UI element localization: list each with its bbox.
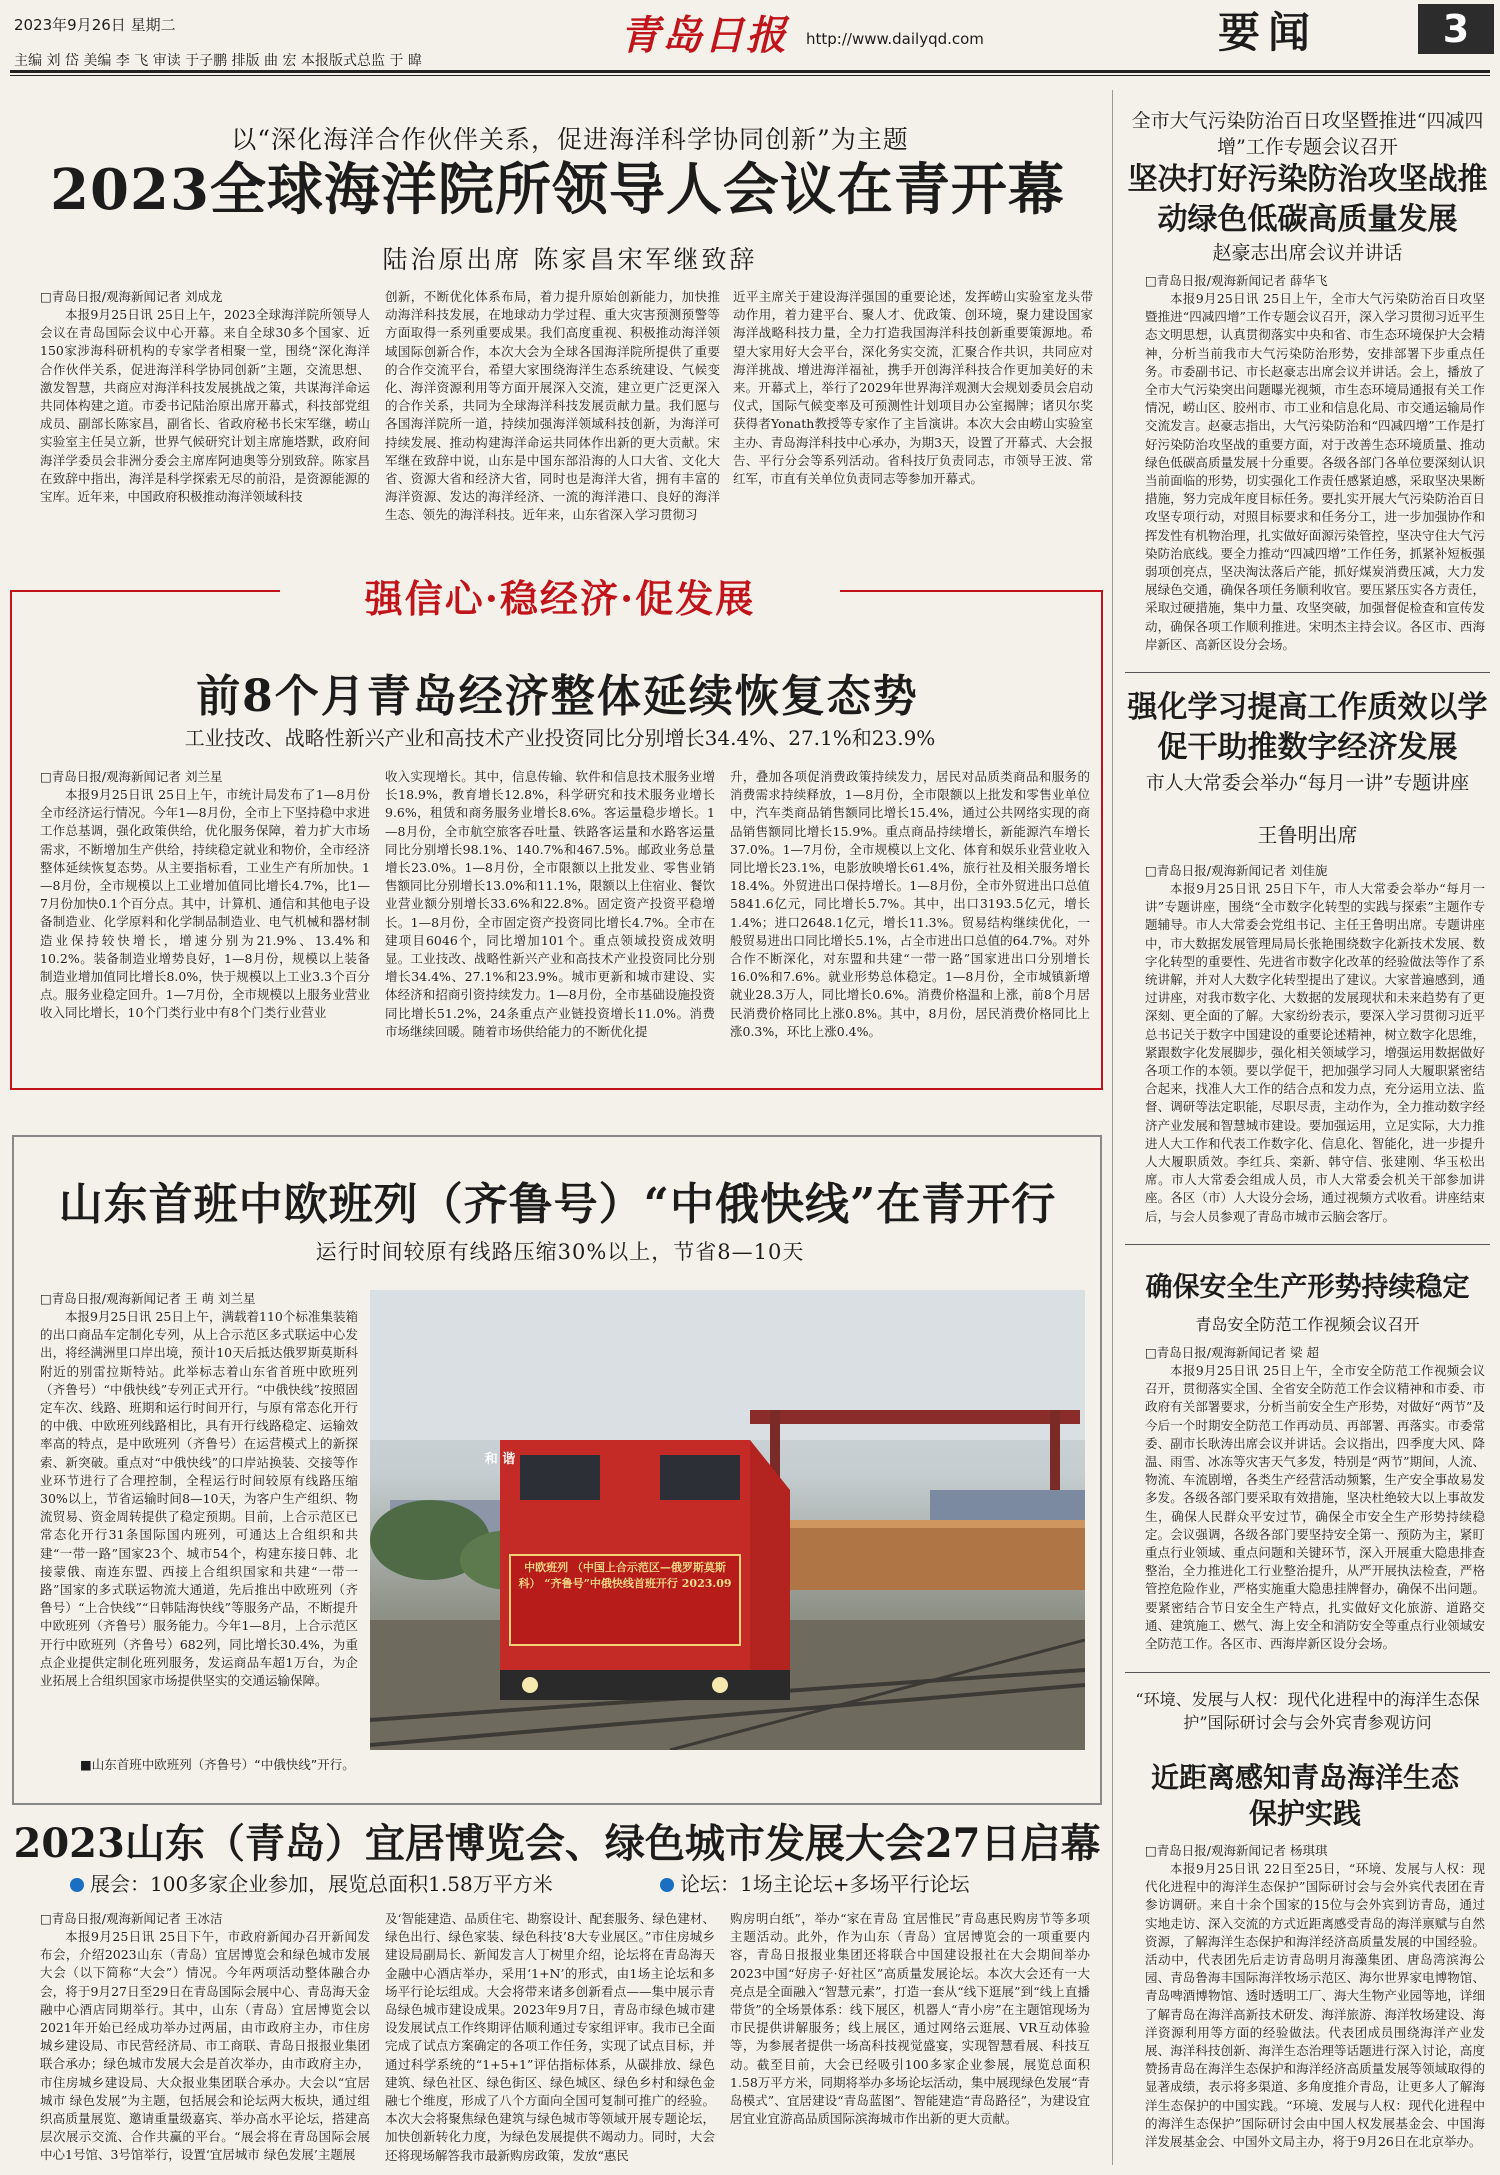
expo-bullet-1-text: 展会：100多家企业参加，展览总面积1.58万平方米 <box>90 1872 553 1896</box>
bullet-dot-icon <box>70 1878 84 1892</box>
economy-banner <box>280 570 840 628</box>
expo-column-1: 本报9月25日讯 25日下午，市政府新闻办召开新闻发布会，介绍2023山东（青岛）宜居博览会和绿色城市发展大会（以下简称“大会”）情况。今年两项活动整体融合办会，将于9月27日至29日在青岛国际会展中心、青岛海天金融中心酒店同期举行。其中，山东（青岛）宜居博览会以2021年开始已经成功举办过两届，由市政府主办，市住房城乡建设局、市民营经济局、市工商联、青岛日报报业集团联合承办；绿色城市发展大会是首次举办，由市政府主办，市住房城乡建设局、大众报业集团联合承办。大会以“宜居城市 绿色发展”为主题，包括展会和论坛两大板块，通过组织高质量展览、邀请重量级嘉宾、举办高水平论坛，搭建高层次展示交流、合作共赢的平台。“展会将在青岛国际会展中心1号馆、3号馆举行，设置‘宜居城市 绿色发展’主题展 <box>40 1929 370 2163</box>
bullet-dot-icon <box>660 1878 674 1892</box>
economy-byline: □青岛日报/观海新闻记者 刘兰星 <box>40 769 223 784</box>
side2-headline: 强化学习提高工作质效以学促干助推数字经济发展 <box>1127 690 1488 765</box>
train-photo-caption: ■山东首班中欧班列（齐鲁号）“中俄快线”开行。 <box>80 1757 355 1772</box>
side4-byline: □青岛日报/观海新闻记者 杨琪琪 <box>1145 1843 1328 1858</box>
side-divider-2 <box>1125 1244 1490 1245</box>
lead-column-2: 创新，不断优化体系布局，着力提升原始创新能力，加快推动海洋科技发展，在地球动力学过程、重大灾害预测预警等方面取得一系列重要成果。我们高度重视、积极推动海洋领域国际创新合作，本次大会为全球各国海洋院所提供了重要的合作交流平台，希望大家围绕海洋生态系统建设、气候变化、海洋资源利用等方面开展深入交流，建立更广泛更深入的合作关系，共同为全球海洋科技发展贡献力量。我们愿与各国海洋院所一道，持续加强海洋领域科技创新，为海洋可持续发展、推动构建海洋命运共同体作出新的更大贡献。宋军继在致辞中说，山东是中国东部沿海的人口大省、文化大省、资源大省和经济大省，同时也是海洋大省，拥有丰富的海洋资源、发达的海洋经济、一流的海洋港口、良好的海洋生态、领先的海洋科技。近年来，山东省深入学习贯彻习 <box>385 289 720 523</box>
section-title: 要闻 <box>1218 8 1319 57</box>
side2-body: 本报9月25日讯 25日下午，市人大常委会举办“每月一讲”专题讲座，围绕“全市数字化转型的实践与探索”主题作专题辅导。市人大常委会党组书记、主任王鲁明出席。专题讲座中，市大数据发展管理局局长张艳围绕数字化新技术发展、数字化转型的重要性、先进省市数字化改革的经验做法等作了系统讲解，并对人大数字化转型提出了建议。大家普遍感到，通过讲座，对我市数字化、大数据的发展现状和未来趋势有了更深刻、更全面的了解。大家纷纷表示，要深入学习贯彻习近平总书记关于数字中国建设的重要论述精神，树立数字化思维，紧跟数字化发展脚步，强化相关领域学习，增强运用数据做好各项工作的本领。要以学促干，把加强学习同人大履职紧密结合起来，找准人大工作的结合点和发力点，充分运用立法、监督、调研等法定职能，尽职尽责，主动作为，全力推动数字经济产业发展和智慧城市建设。要加强运用，立足实际，大力推进人大工作和代表工作数字化、信息化、智能化，进一步提升人大履职质效。李红兵、栾新、韩守信、张建刚、华玉松出席。市人大常委会组成人员，市人大常委会机关干部参加讲座。各区（市）人大设分会场，通过视频方式收看。讲座结束后，与会人员参观了青岛市城市云脑会客厅。 <box>1145 881 1485 1224</box>
expo-headline: 2023山东（青岛）宜居博览会、绿色城市发展大会27日启幕 <box>13 1820 1101 1867</box>
side-divider-3 <box>1125 1672 1490 1673</box>
masthead <box>0 0 1500 72</box>
side4-headline: 近距离感知青岛海洋生态保护实践 <box>1150 1761 1459 1830</box>
header-rule <box>10 70 1490 73</box>
side3-byline: □青岛日报/观海新闻记者 梁 超 <box>1145 1345 1319 1360</box>
side3-kicker: 青岛安全防范工作视频会议召开 <box>1195 1315 1420 1334</box>
page-number: 3 <box>1418 4 1494 54</box>
side-divider-1 <box>1125 672 1490 673</box>
side1-body: 本报9月25日讯 25日上午，全市大气污染防治百日攻坚暨推进“四减四增”工作专题会议召开，深入学习贯彻习近平生态文明思想，认真贯彻落实中央和省、市生态环境保护大会精神，分析当前我市大气污染防治形势，安排部署下步重点任务。市委副书记、市长赵豪志出席会议并讲话。会上，播放了全市大气污染突出问题曝光视频，市生态环境局通报有关工作情况，崂山区、胶州市、市工业和信息化局、市交通运输局作交流发言。赵豪志指出，大气污染防治和“四减四增”工作是打好污染防治攻坚战的重要方面，对于改善生态环境质量、推动绿色低碳高质量发展十分重要。各级各部门各单位要深刻认识当前面临的形势，切实强化工作责任感紧迫感，采取坚决果断措施，努力完成年度目标任务。要扎实开展大气污染防治百日攻坚专项行动，对照目标要求和任务分工，进一步加强协作和挥发性有机物治理，扎实做好面源污染管控，坚决守住大气污染防治底线。要全力推动“四减四增”工作任务，抓紧补短板强弱项创亮点，坚决淘汰落后产能，抓好煤炭消费压减，大力发展绿色交通，确保各项任务顺利收官。要压紧压实各方责任，采取过硬措施，集中力量、攻坚突破，加强督促检查和宣传发动，确保各项工作顺利推进。宋明杰主持会议。各区市、西海岸新区、高新区设分会场。 <box>1145 291 1485 652</box>
issue-date: 2023年9月26日 星期二 <box>14 16 176 34</box>
expo-bullet-2-text: 论坛：1场主论坛+多场平行论坛 <box>680 1872 970 1896</box>
train-illustration <box>370 1290 1085 1750</box>
side1-subhead: 赵豪志出席会议并讲话 <box>1212 242 1403 264</box>
side2-byline: □青岛日报/观海新闻记者 刘佳旎 <box>1145 863 1328 878</box>
staff-credits: 主编 刘 岱 美编 李 飞 审读 于子鹏 排版 曲 宏 本报版式总监 于 暐 <box>14 53 422 69</box>
train-headline: 山东首班中欧班列（齐鲁号）“中俄快线”在青开行 <box>58 1179 1057 1230</box>
lead-subhead: 陆治原出席 陈家昌宋军继致辞 <box>382 245 758 274</box>
economy-column-2: 收入实现增长。其中，信息传输、软件和信息技术服务业增长18.9%，教育增长12.8%，科学研究和技术服务业增长9.6%，租赁和商务服务业增长8.6%。客运量稳步增长。1—8月份，全市航空旅客吞吐量、铁路客运量和水路客运量同比分别增长98.1%、140.7%和467.5%。邮政业务总量增长23.0%。1—8月份，全市限额以上批发业、零售业销售额同比分别增长13.0%和11.1%，限额以上住宿业、餐饮业营业额分别增长33.6%和22.8%。固定资产投资平稳增长。1—8月份，全市固定资产投资同比增长4.7%。全市在建项目6046个，同比增加101个。重点领域投资成效明显。工业技改、战略性新兴产业和高技术产业投资同比分别增长34.4%、27.1%和23.9%。城市更新和城市建设、实体经济和招商引资持续发力。1—8月份，全市基础设施投资同比增长51.2%，24条重点产业链投资增长11.0%。消费市场继续回暖。随着市场供给能力的不断优化提 <box>385 769 715 1039</box>
economy-headline: 前8个月青岛经济整体延续恢复态势 <box>196 671 919 722</box>
expo-column-3: 购房明白纸”，举办“家在青岛 宜居惟民”青岛惠民购房节等多项主题活动。此外，作为山东（青岛）宜居博览会的一项重要内容，青岛日报报业集团还将联合中国建设报社在大会期间举办2023中国“好房子·好社区”高质量发展论坛。本次大会还有一大亮点是全面融入“智慧元素”，打造一套从“线下逛展”到“线上直播带货”的全场景体系：线下展区，机器人“青小房”在主题馆现场为市民提供讲解服务；线上展区，通过网络云逛展、VR互动体验等，为参展者提供一场高科技视觉盛宴，实现智慧看展、科技互动。截至目前，大会已经吸引100多家企业参展，展览总面积1.58万平方米，同期将举办多场论坛活动，集中展现绿色发展“青岛模式”、宜居建设“青岛蓝图”、智能建造“青岛路径”，为建设宜居宜业宜游高品质国际滨海城市作出新的更大贡献。 <box>730 1911 1090 2127</box>
economy-banner-text: 强信心·稳经济·促发展 <box>364 576 756 621</box>
train-logo-text: 和 谐 <box>484 1452 516 1467</box>
site-url[interactable]: http://www.dailyqd.com <box>806 30 984 48</box>
lead-byline: □青岛日报/观海新闻记者 刘成龙 <box>40 289 223 304</box>
train-body: 本报9月25日讯 25日上午，满载着110个标准集装箱的出口商品车定制化专列，从上合示范区多式联运中心发出，将经满洲里口岸出境，预计10天后抵达俄罗斯莫斯科附近的别雷拉斯特站。此举标志着山东省首班中欧班列（齐鲁号）“中俄快线”专列正式开行。“中俄快线”按照固定车次、线路、班期和运行时间开行，与原有常态化开行的中俄、中欧班列线路相比，具有开行线路稳定、运输效率高的特点，是中欧班列（齐鲁号）在运营模式上的新探索、新突破。重点对“中俄快线”的口岸站换装、交接等作业环节进行了合理控制，全程运行时间较原有线路压缩30%以上，节省运输时间8—10天，为客户生产组织、物流贸易、资金周转提供了稳定预期。目前，上合示范区已常态化开行31条国际国内班列，可通达上合组织和共建“一带一路”国家23个、城市54个，构建东接日韩、北接蒙俄、南连东盟、西接上合组织国家和共建“一带一路”国家的多式联运物流大通道，先后推出中欧班列（齐鲁号）“上合快线”“日韩陆海快线”等服务产品，不断提升中欧班列（齐鲁号）服务能力。今年1—8月，上合示范区开行中欧班列（齐鲁号）682列，同比增长30.4%，为重点企业提供定制化班列服务，发运商品车超1万台，为企业拓展上合组织国家市场提供坚实的交通运输保障。 <box>40 1309 358 1689</box>
train-byline: □青岛日报/观海新闻记者 王 萌 刘兰星 <box>40 1291 256 1306</box>
expo-column-2: 及‘智能建造、品质住宅、勘察设计、配套服务、绿色建材、绿色出行、绿色家装、绿色科技’8大专业展区。”市住房城乡建设局副局长、新闻发言人丁树里介绍，论坛将在青岛海天金融中心酒店举办，采用‘1+N’的形式，由1场主论坛和多场平行论坛组成。大会将带来诸多创新看点——集中展示青岛绿色城市建设成果。2023年9月7日，青岛市绿色城市建设发展试点工作终期评估顺利通过专家组评审。我市已全面完成了试点方案确定的各项工作任务，实现了试点目标，并通过科学系统的“1+5+1”评估指标体系，从碳排放、绿色建筑、绿色社区、绿色街区、绿色城区、绿色乡村和绿色金融七个维度，形成了八个方面向全国可复制可推广的经验。本次大会将聚焦绿色建筑与绿色城市等领域开展专题论坛，加快创新转化力度，为绿色发展提供不竭动力。同时，大会还将现场解答我市最新购房政策，发放“惠民 <box>385 1911 715 2163</box>
header-rule-thin <box>10 75 1490 76</box>
economy-column-3: 升，叠加各项促消费政策持续发力，居民对品质类商品和服务的消费需求持续释放，1—8月份，全市限额以上批发和零售业单位中，汽车类商品销售额同比增长15.4%，通过公共网络实现的商品销售额同比增长15.9%。重点商品持续增长，新能源汽车增长37.0%。1—7月份，全市规模以上文化、体育和娱乐业营业收入同比增长23.1%，电影放映增长61.4%，旅行社及相关服务增长18.4%。外贸进出口保持增长。1—8月份，全市外贸进出口总值5841.6亿元，同比增长5.7%。其中，出口3193.5亿元，增长1.4%；进口2648.1亿元，增长11.3%。贸易结构继续优化，一般贸易进出口同比增长5.1%，占全市进出口总值的64.7%。对外合作不断深化，对东盟和共建“一带一路”国家进出口分别增长16.0%和7.6%。就业形势总体稳定。1—8月份，全市城镇新增就业28.3万人，同比增长0.6%。消费价格温和上涨，前8个月居民消费价格同比上涨0.8%。其中，8月份，居民消费价格同比上涨0.3%，环比上涨0.4%。 <box>730 769 1090 1039</box>
side1-byline: □青岛日报/观海新闻记者 薛华飞 <box>1145 273 1328 288</box>
lead-headline: 2023全球海洋院所领导人会议在青开幕 <box>50 157 1065 223</box>
side3-body: 本报9月25日讯 25日上午，全市安全防范工作视频会议召开，贯彻落实全国、全省安全防范工作会议精神和市委、市政府有关部署要求，分析当前安全生产形势，对做好“两节”及今后一个时期安全防范工作再动员、再部署、再落实。市委常委、副市长耿涛出席会议并讲话。会议指出，四季度大风、降温、雨雪、冰冻等灾害天气多发，特别是“两节”期间，人流、物流、车流剧增，各类生产经营活动频繁，生产安全事故易发多发。各级各部门要采取有效措施，坚决杜绝较大以上事故发生，确保人民群众平安过节，确保全市安全生产形势持续稳定。会议强调，各级各部门要坚持安全第一、预防为主，紧盯重点行业领域、重点问题和关键环节，深入开展重大隐患排查整治，全力推进化工行业整治提升，从严开展执法检查，严格管控危险作业，严格实施重大隐患挂牌督办，确保不出问题。要紧密结合节日安全生产特点，扎实做好文化旅游、道路交通、建筑施工、燃气、海上安全和消防安全等重点行业领域安全防范工作。各区市、西海岸新区设分会场。 <box>1145 1363 1485 1652</box>
side1-headline: 坚决打好污染防治攻坚战推动绿色低碳高质量发展 <box>1127 162 1488 237</box>
side3-headline: 确保安全生产形势持续稳定 <box>1145 1272 1470 1303</box>
train-subhead: 运行时间较原有线路压缩30%以上，节省8—10天 <box>315 1240 805 1264</box>
lead-kicker: 以“深化海洋合作伙伴关系，促进海洋科学协同创新”为主题 <box>231 125 909 154</box>
side4-kicker: “环境、发展与人权：现代化进程中的海洋生态保护”国际研讨会与会外宾青参观访问 <box>1135 1690 1480 1732</box>
lead-column-3: 近平主席关于建设海洋强国的重要论述，发挥崂山实验室龙头带动作用，着力建平台、聚人才、优政策、创环境，聚力建设国家海洋战略科技力量，全力打造我国海洋科技创新重要策源地。希望大家用好大会平台，深化务实交流，汇聚合作共识，共同应对海洋挑战、增进海洋福祉，携手开创海洋科技合作更加美好的未来。开幕式上，举行了2029年世界海洋观测大会规划委员会启动仪式，国际气候变率及可预测性计划项目办公室揭牌；诸贝尔奖获得者Yonath教授等专家作了主旨演讲。本次大会由崂山实验室主办、青岛海洋科技中心承办，为期3天，设置了开幕式、大会报告、平行分会等系列活动。省科技厅负责同志，市领导王波、常红军，市直有关单位负责同志等参加开幕式。 <box>733 289 1093 487</box>
side2-kicker: 市人大常委会举办“每月一讲”专题讲座 <box>1145 772 1470 794</box>
lead-column-1: 本报9月25日讯 25日上午，2023全球海洋院所领导人会议在青岛国际会议中心开幕。来自全球30多个国家、近150家涉海科研机构的专家学者相聚一堂，围绕“深化海洋合作伙伴关系，促进海洋科学协同创新”主题，交流思想、激发智慧，共商应对海洋科技发展挑战之策，共谋海洋命运共同体构建之道。市委书记陆治原出席开幕式，科技部党组成员、副部长陈家昌，副省长、省政府秘书长宋军继，崂山实验室主任吴立新，世界气候研究计划主席施塔默，政府间海洋学委员会非洲分委会主席库阿迪奥等分别致辞。陈家昌在致辞中指出，海洋是科学探索无尽的前沿，是资源能源的宝库。近年来，中国政府积极推动海洋领域科技 <box>40 307 370 505</box>
economy-subhead: 工业技改、战略性新兴产业和高技术产业投资同比分别增长34.4%、27.1%和23.9% <box>184 726 936 750</box>
side4-body: 本报9月25日讯 22日至25日，“环境、发展与人权：现代化进程中的海洋生态保护”国际研讨会与会外宾代表团在青参访调研。来自十余个国家的15位与会外宾到访青岛，通过实地走访、深入交流的方式近距离感受青岛的海洋禀赋与自然资源，了解海洋生态保护和海洋经济高质量发展的中国经验。活动中，代表团先后走访青岛明月海藻集团、唐岛湾滨海公园、青岛鲁海丰国际海洋牧场示范区、海尔世界家电博物馆、青岛啤酒博物馆、透时透明工厂、海大生物产业园等地，详细了解青岛在海洋高新技术研发、海洋旅游、海洋牧场建设、海洋资源利用等方面的经验做法。代表团成员围绕海洋产业发展、海洋科技创新、海洋生态治理等话题进行深入讨论，高度赞扬青岛在海洋生态保护和海洋经济高质量发展等领域取得的显著成绩，表示将多渠道、多角度推介青岛，让更多人了解海洋生态保护的中国实践。“环境、发展与人权：现代化进程中的海洋生态保护”国际研讨会由中国人权发展基金会、中国海洋发展基金会、中国外文局主办，将于9月26日在北京举办。 <box>1145 1861 1485 2150</box>
expo-byline: □青岛日报/观海新闻记者 王冰洁 <box>40 1911 223 1926</box>
newspaper-logo: 青岛日报 <box>620 12 788 59</box>
side2-subhead: 王鲁明出席 <box>1257 823 1358 847</box>
train-photo <box>370 1290 1085 1750</box>
expo-bullet-1 <box>70 1868 553 1897</box>
column-divider <box>1112 90 1113 2165</box>
economy-column-1: 本报9月25日讯 25日上午，市统计局发布了1—8月份全市经济运行情况。今年1—8月份，全市上下坚持稳中求进工作总基调，强化政策供给，优化服务保障，着力扩大市场需求，不断增加生产供给，持续稳定就业和物价，全市经济整体延续恢复态势。从主要指标看，工业生产有所加快。1—8月份，全市规模以上工业增加值同比增长4.7%，比1—7月份加快0.1个百分点。其中，计算机、通信和其他电子设备制造业、化学原料和化学制品制造业、电气机械和器材制造业保持较快增长，增速分别为21.9%、13.4%和10.2%。装备制造业增势良好，1—8月份，规模以上装备制造业增加值同比增长8.0%，快于规模以上工业3.3个百分点。服务业稳定回升。1—7月份，全市规模以上服务业营业收入同比增长，10个门类行业中有8个门类行业营业 <box>40 787 370 1021</box>
expo-bullet-2 <box>660 1868 969 1897</box>
train-plate-text: 中欧班列 （中国上合示范区—俄罗斯莫斯科） “齐鲁号”中俄快线首班开行 2023.09 <box>518 1561 732 1590</box>
side1-kicker: 全市大气污染防治百日攻坚暨推进“四减四增”工作专题会议召开 <box>1131 110 1484 158</box>
